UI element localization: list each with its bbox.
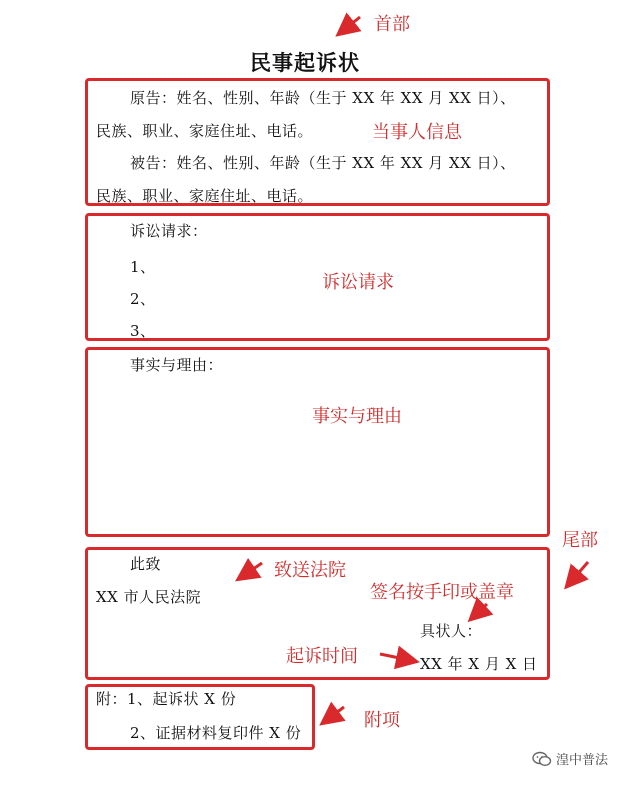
head-arrow xyxy=(340,17,360,33)
closing-date: XX 年 X 月 X 日 xyxy=(420,655,538,673)
annotation-claims: 诉讼请求 xyxy=(322,272,394,293)
annotation-head: 首部 xyxy=(374,14,410,35)
claim-item-2: 2、 xyxy=(130,290,156,308)
annotation-facts: 事实与理由 xyxy=(312,406,402,427)
tail-arrow xyxy=(568,562,588,585)
closing-signer: 具状人： xyxy=(420,622,483,640)
annotation-court: 致送法院 xyxy=(274,560,346,581)
attachment-line-1: 附：1、起诉状 X 份 xyxy=(96,690,237,708)
watermark xyxy=(532,749,608,768)
watermark-text: 湟中普法 xyxy=(556,753,609,768)
defendant-line-1: 被告：姓名、性别、年龄（生于 XX 年 XX 月 XX 日）、 xyxy=(130,154,516,172)
annotation-attachments: 附项 xyxy=(364,710,400,731)
annotation-party-info: 当事人信息 xyxy=(372,122,462,143)
attachment-line-2: 2、证据材料复印件 X 份 xyxy=(130,724,302,742)
annotation-tail: 尾部 xyxy=(562,530,598,551)
facts-heading: 事实与理由： xyxy=(130,356,224,374)
document-title: 民事起诉状 xyxy=(250,51,360,75)
annotation-signature: 签名按手印或盖章 xyxy=(370,582,514,603)
plaintiff-line-1: 原告：姓名、性别、年龄（生于 XX 年 XX 月 XX 日）、 xyxy=(130,89,516,107)
closing-to: 此致 xyxy=(130,555,162,573)
attachments-arrow xyxy=(324,707,344,722)
defendant-line-2: 民族、职业、家庭住址、电话。 xyxy=(96,187,314,205)
plaintiff-line-2: 民族、职业、家庭住址、电话。 xyxy=(96,122,314,140)
closing-court: XX 市人民法院 xyxy=(96,588,202,606)
annotation-filing-time: 起诉时间 xyxy=(286,646,358,667)
facts-box xyxy=(85,347,550,537)
wechat-icon xyxy=(532,751,552,767)
claim-item-1: 1、 xyxy=(130,258,156,276)
claims-heading: 诉讼请求： xyxy=(130,222,208,240)
claim-item-3: 3、 xyxy=(130,322,156,340)
